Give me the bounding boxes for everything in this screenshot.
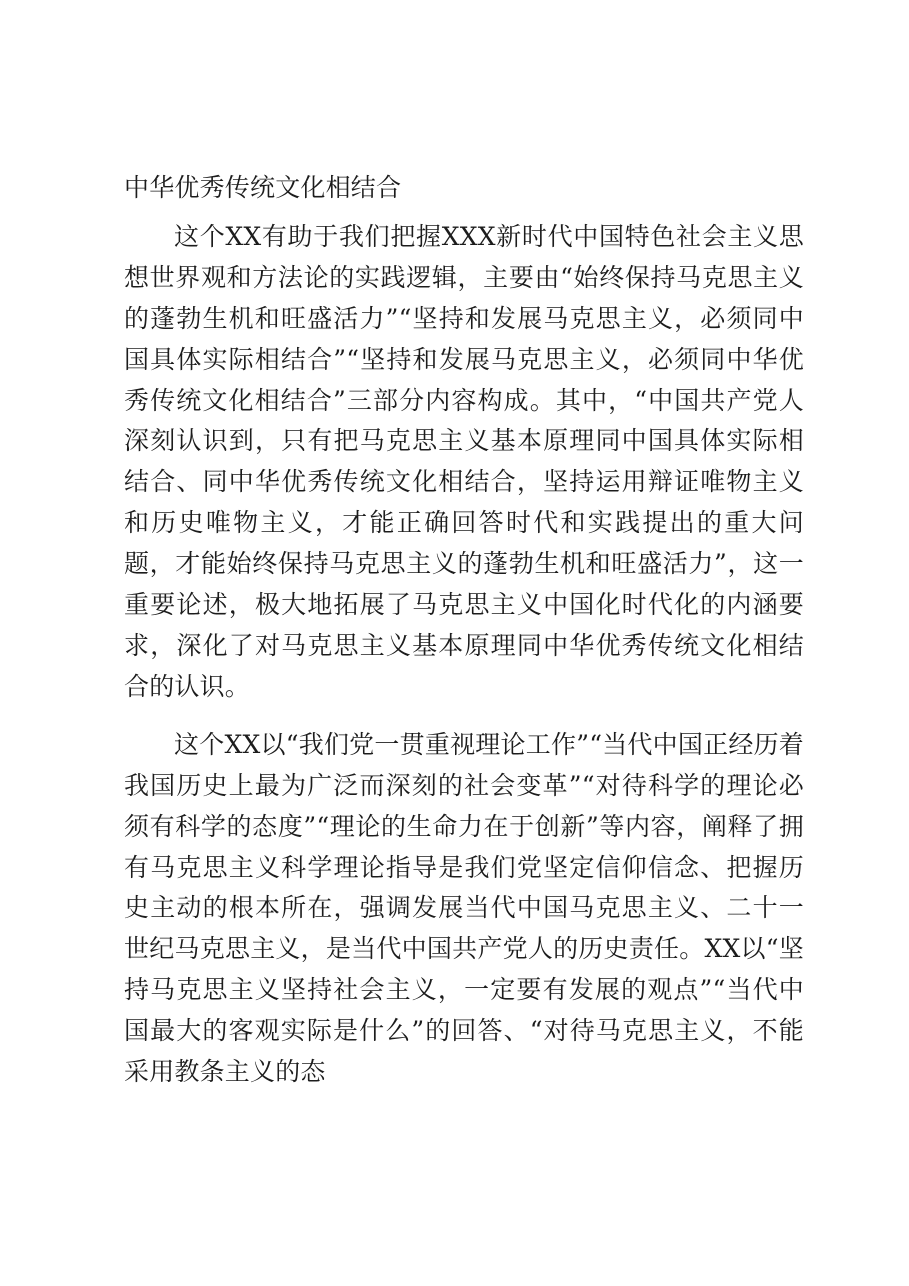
document-body xyxy=(124,168,804,1110)
section-heading: 中华优秀传统文化相结合 xyxy=(124,173,402,202)
paragraph-1: 这个XX有助于我们把握XXX新时代中国特色社会主义思想世界观和方法论的实践逻辑，主要由“始终保持马克思主义的蓬勃生机和旺盛活力”“坚持和发展马克思主义，必须同中国具体实际相结合”“坚持和发展马克思主义，必须同中华优秀传统文化相结合”三部分内容构成。其中，“中国共产党人深刻认识到，只有把马克思主义基本原理同中国具体实际相结合、同中华优秀传统文化相结合，坚持运用辩证唯物主义和历史唯物主义，才能正确回答时代和实践提出的重大问题，才能始终保持马克思主义的蓬勃生机和旺盛活力”，这一重要论述，极大地拓展了马克思主义中国化时代化的内涵要求，深化了对马克思主义基本原理同中华优秀传统文化相结合的认识。 xyxy=(124,221,804,701)
paragraph-2: 这个XX以“我们党一贯重视理论工作”“当代中国正经历着我国历史上最为广泛而深刻的社会变革”“对待科学的理论必须有科学的态度”“理论的生命力在于创新”等内容，阐释了拥有马克思主义科学理论指导是我们党坚定信仰信念、把握历史主动的根本所在，强调发展当代中国马克思主义、二十一世纪马克思主义，是当代中国共产党人的历史责任。XX以“坚持马克思主义坚持社会主义，一定要有发展的观点”“当代中国最大的客观实际是什么”的回答、“对待马克思主义，不能采用教条主义的态 xyxy=(124,729,804,1087)
